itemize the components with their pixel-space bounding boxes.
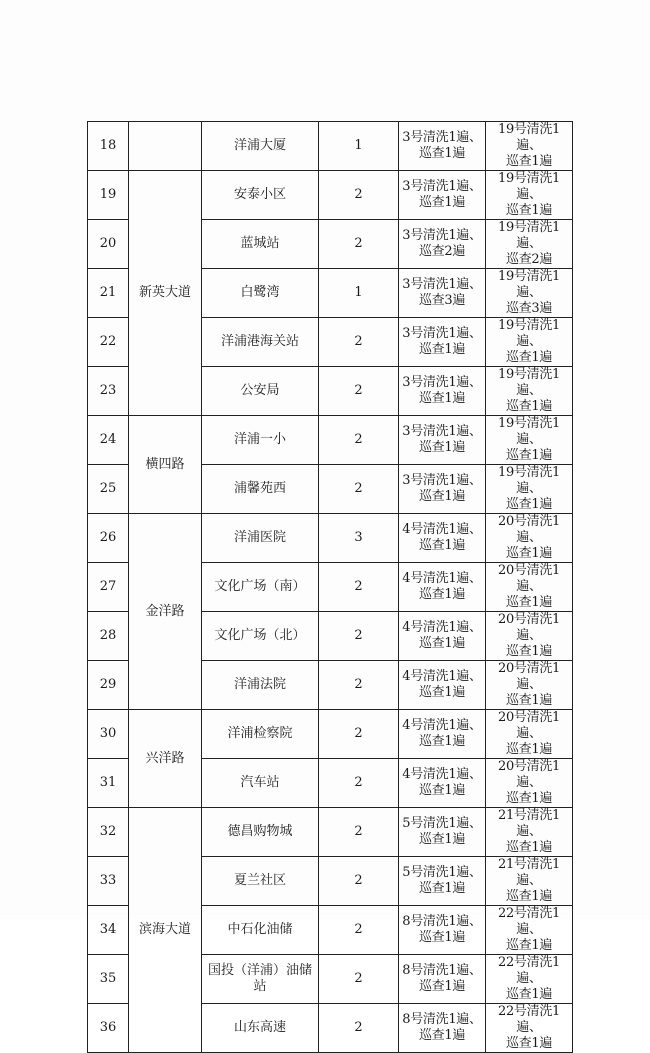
maintenance-plan-a [399, 416, 486, 465]
plan-wash-line: 3号清洗1遍、 [402, 473, 482, 488]
plan-wash-line: 3号清洗1遍、 [402, 326, 482, 341]
plan-inspect-line: 巡查2遍 [505, 252, 553, 267]
plan-wash-line: 3号清洗1遍、 [402, 179, 482, 194]
plan-wash-line: 20号清洗1遍、 [497, 710, 560, 741]
maintenance-plan-b [486, 122, 573, 171]
table-row [88, 171, 573, 220]
plan-inspect-line: 巡查1遍 [505, 203, 553, 218]
maintenance-plan-a [399, 318, 486, 367]
table-row [88, 514, 573, 563]
shelter-count: 1 [319, 122, 399, 171]
plan-inspect-line: 巡查1遍 [505, 1036, 553, 1051]
maintenance-plan-a [399, 710, 486, 759]
plan-inspect-line: 巡查3遍 [505, 301, 553, 316]
plan-inspect-line: 巡查1遍 [418, 685, 466, 700]
plan-inspect-line: 巡查1遍 [418, 832, 466, 847]
plan-wash-line: 20号清洗1遍、 [497, 612, 560, 643]
plan-wash-line: 8号清洗1遍、 [402, 963, 482, 978]
plan-wash-line: 19号清洗1遍、 [497, 465, 560, 496]
row-number: 32 [88, 808, 129, 857]
shelter-count: 2 [319, 759, 399, 808]
shelter-count: 2 [319, 857, 399, 906]
table-row [88, 122, 573, 171]
row-number: 26 [88, 514, 129, 563]
plan-inspect-line: 巡查1遍 [505, 644, 553, 659]
road-name: 新英大道 [129, 171, 202, 416]
shelter-count: 2 [319, 220, 399, 269]
plan-inspect-line: 巡查1遍 [418, 930, 466, 945]
shelter-count: 2 [319, 661, 399, 710]
plan-wash-line: 19号清洗1遍、 [497, 367, 560, 398]
row-number: 33 [88, 857, 129, 906]
plan-inspect-line: 巡查1遍 [505, 399, 553, 414]
maintenance-plan-b [486, 269, 573, 318]
plan-wash-line: 3号清洗1遍、 [402, 277, 482, 292]
shelter-count: 2 [319, 808, 399, 857]
plan-inspect-line: 巡查1遍 [418, 195, 466, 210]
maintenance-plan-b [486, 416, 573, 465]
plan-inspect-line: 巡查1遍 [505, 350, 553, 365]
row-number: 28 [88, 612, 129, 661]
row-number: 18 [88, 122, 129, 171]
plan-inspect-line: 巡查1遍 [418, 489, 466, 504]
maintenance-plan-b [486, 1004, 573, 1053]
stop-name: 德昌购物城 [202, 808, 319, 857]
plan-inspect-line: 巡查2遍 [418, 244, 466, 259]
plan-wash-line: 4号清洗1遍、 [402, 522, 482, 537]
plan-wash-line: 4号清洗1遍、 [402, 571, 482, 586]
stop-name: 洋浦检察院 [202, 710, 319, 759]
maintenance-plan-b [486, 367, 573, 416]
plan-wash-line: 21号清洗1遍、 [497, 857, 560, 888]
plan-wash-line: 19号清洗1遍、 [497, 220, 560, 251]
shelter-count: 1 [319, 269, 399, 318]
row-number: 19 [88, 171, 129, 220]
stop-name: 洋浦大厦 [202, 122, 319, 171]
shelter-count: 2 [319, 612, 399, 661]
row-number: 35 [88, 955, 129, 1004]
stop-name: 文化广场（南） [202, 563, 319, 612]
plan-wash-line: 19号清洗1遍、 [497, 416, 560, 447]
maintenance-plan-b [486, 759, 573, 808]
plan-wash-line: 22号清洗1遍、 [497, 955, 560, 986]
plan-inspect-line: 巡查1遍 [505, 693, 553, 708]
plan-inspect-line: 巡查1遍 [505, 497, 553, 512]
row-number: 25 [88, 465, 129, 514]
maintenance-plan-a [399, 563, 486, 612]
maintenance-plan-b [486, 171, 573, 220]
plan-wash-line: 19号清洗1遍、 [497, 318, 560, 349]
maintenance-plan-a [399, 906, 486, 955]
shelter-count: 2 [319, 318, 399, 367]
plan-wash-line: 8号清洗1遍、 [402, 914, 482, 929]
maintenance-plan-b [486, 955, 573, 1004]
plan-inspect-line: 巡查1遍 [418, 538, 466, 553]
plan-wash-line: 5号清洗1遍、 [402, 816, 482, 831]
row-number: 29 [88, 661, 129, 710]
plan-wash-line: 3号清洗1遍、 [402, 130, 482, 145]
stop-name: 洋浦港海关站 [202, 318, 319, 367]
stop-name: 文化广场（北） [202, 612, 319, 661]
stop-name: 安泰小区 [202, 171, 319, 220]
stop-name: 洋浦医院 [202, 514, 319, 563]
stop-name: 白鹭湾 [202, 269, 319, 318]
maintenance-plan-a [399, 612, 486, 661]
table-row [88, 416, 573, 465]
stop-name: 国投（洋浦）油储站 [202, 955, 319, 1004]
plan-inspect-line: 巡查1遍 [418, 881, 466, 896]
stop-name: 洋浦一小 [202, 416, 319, 465]
maintenance-plan-a [399, 122, 486, 171]
plan-inspect-line: 巡查1遍 [418, 342, 466, 357]
plan-wash-line: 4号清洗1遍、 [402, 718, 482, 733]
plan-inspect-line: 巡查1遍 [505, 938, 553, 953]
maintenance-plan-a [399, 808, 486, 857]
plan-wash-line: 20号清洗1遍、 [497, 514, 560, 545]
plan-wash-line: 19号清洗1遍、 [497, 269, 560, 300]
row-number: 20 [88, 220, 129, 269]
row-number: 34 [88, 906, 129, 955]
plan-wash-line: 8号清洗1遍、 [402, 1012, 482, 1027]
maintenance-plan-b [486, 612, 573, 661]
shelter-count: 2 [319, 1004, 399, 1053]
row-number: 30 [88, 710, 129, 759]
plan-inspect-line: 巡查1遍 [505, 154, 553, 169]
row-number: 27 [88, 563, 129, 612]
plan-inspect-line: 巡查1遍 [418, 440, 466, 455]
stop-name: 浦馨苑西 [202, 465, 319, 514]
row-number: 31 [88, 759, 129, 808]
stop-name: 汽车站 [202, 759, 319, 808]
road-name [129, 122, 202, 171]
shelter-count: 2 [319, 416, 399, 465]
plan-inspect-line: 巡查1遍 [418, 783, 466, 798]
maintenance-plan-a [399, 857, 486, 906]
plan-wash-line: 3号清洗1遍、 [402, 424, 482, 439]
plan-wash-line: 3号清洗1遍、 [402, 228, 482, 243]
plan-wash-line: 20号清洗1遍、 [497, 759, 560, 790]
plan-wash-line: 5号清洗1遍、 [402, 865, 482, 880]
table-row [88, 808, 573, 857]
plan-wash-line: 19号清洗1遍、 [497, 171, 560, 202]
plan-inspect-line: 巡查1遍 [418, 636, 466, 651]
plan-wash-line: 3号清洗1遍、 [402, 375, 482, 390]
row-number: 24 [88, 416, 129, 465]
road-name: 横四路 [129, 416, 202, 514]
table-body [88, 122, 573, 1053]
plan-inspect-line: 巡查1遍 [418, 1028, 466, 1043]
plan-inspect-line: 巡查1遍 [418, 587, 466, 602]
plan-inspect-line: 巡查1遍 [505, 546, 553, 561]
plan-inspect-line: 巡查1遍 [505, 840, 553, 855]
stop-name: 公安局 [202, 367, 319, 416]
plan-wash-line: 22号清洗1遍、 [497, 906, 560, 937]
maintenance-plan-a [399, 269, 486, 318]
shelter-count: 2 [319, 367, 399, 416]
shelter-count: 2 [319, 465, 399, 514]
plan-wash-line: 20号清洗1遍、 [497, 563, 560, 594]
plan-inspect-line: 巡查1遍 [505, 595, 553, 610]
maintenance-plan-a [399, 759, 486, 808]
plan-inspect-line: 巡查1遍 [505, 742, 553, 757]
maintenance-plan-a [399, 465, 486, 514]
plan-inspect-line: 巡查1遍 [418, 979, 466, 994]
plan-inspect-line: 巡查1遍 [418, 734, 466, 749]
row-number: 22 [88, 318, 129, 367]
stop-name: 夏兰社区 [202, 857, 319, 906]
maintenance-plan-a [399, 171, 486, 220]
row-number: 36 [88, 1004, 129, 1053]
maintenance-plan-a [399, 367, 486, 416]
road-name: 金洋路 [129, 514, 202, 710]
plan-wash-line: 22号清洗1遍、 [497, 1004, 560, 1035]
table-row [88, 710, 573, 759]
maintenance-plan-b [486, 661, 573, 710]
cleaning-schedule-table [87, 121, 573, 1053]
stop-name: 山东高速 [202, 1004, 319, 1053]
maintenance-plan-b [486, 465, 573, 514]
shelter-count: 2 [319, 955, 399, 1004]
maintenance-plan-a [399, 955, 486, 1004]
plan-wash-line: 4号清洗1遍、 [402, 620, 482, 635]
plan-wash-line: 4号清洗1遍、 [402, 767, 482, 782]
plan-inspect-line: 巡查1遍 [505, 987, 553, 1002]
shelter-count: 2 [319, 906, 399, 955]
maintenance-plan-a [399, 220, 486, 269]
plan-wash-line: 19号清洗1遍、 [497, 122, 560, 153]
maintenance-plan-a [399, 1004, 486, 1053]
maintenance-plan-b [486, 318, 573, 367]
maintenance-plan-b [486, 808, 573, 857]
shelter-count: 2 [319, 563, 399, 612]
plan-inspect-line: 巡查1遍 [505, 448, 553, 463]
maintenance-plan-a [399, 514, 486, 563]
maintenance-plan-a [399, 661, 486, 710]
stop-name: 中石化油储 [202, 906, 319, 955]
plan-wash-line: 21号清洗1遍、 [497, 808, 560, 839]
maintenance-plan-b [486, 514, 573, 563]
road-name: 滨海大道 [129, 808, 202, 1053]
maintenance-plan-b [486, 563, 573, 612]
plan-inspect-line: 巡查1遍 [505, 791, 553, 806]
maintenance-plan-b [486, 906, 573, 955]
stop-name: 洋浦法院 [202, 661, 319, 710]
shelter-count: 2 [319, 171, 399, 220]
maintenance-plan-b [486, 220, 573, 269]
road-name: 兴洋路 [129, 710, 202, 808]
stop-name: 蓝城站 [202, 220, 319, 269]
plan-inspect-line: 巡查1遍 [418, 146, 466, 161]
plan-wash-line: 4号清洗1遍、 [402, 669, 482, 684]
row-number: 21 [88, 269, 129, 318]
maintenance-plan-b [486, 857, 573, 906]
plan-inspect-line: 巡查1遍 [505, 889, 553, 904]
plan-inspect-line: 巡查3遍 [418, 293, 466, 308]
plan-wash-line: 20号清洗1遍、 [497, 661, 560, 692]
plan-inspect-line: 巡查1遍 [418, 391, 466, 406]
row-number: 23 [88, 367, 129, 416]
maintenance-plan-b [486, 710, 573, 759]
shelter-count: 3 [319, 514, 399, 563]
shelter-count: 2 [319, 710, 399, 759]
